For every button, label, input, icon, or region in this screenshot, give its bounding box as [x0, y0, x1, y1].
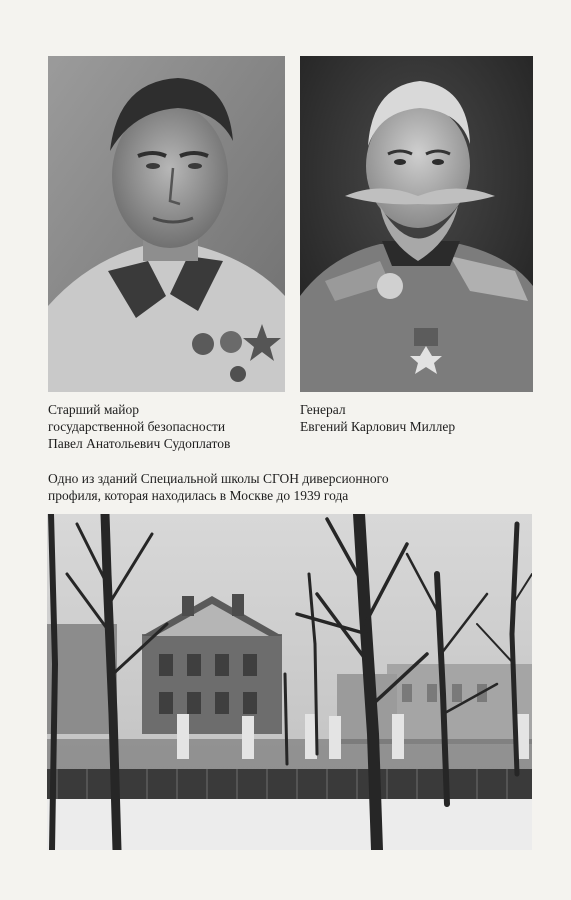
caption-line: Евгений Карлович Миллер	[300, 419, 456, 434]
portrait-photo-miller	[300, 56, 533, 392]
caption-miller	[300, 401, 455, 435]
portrait-photo-sudoplatov	[48, 56, 285, 392]
portrait-sudoplatov-image	[48, 56, 285, 392]
caption-line: профиля, которая находилась в Москве до 1939 года	[48, 488, 349, 503]
caption-line: Одно из зданий Специальной школы СГОН диверсионного	[48, 471, 389, 486]
caption-sudoplatov	[48, 401, 230, 452]
caption-line: государственной безопасности	[48, 419, 226, 434]
school-building-photo	[47, 514, 532, 850]
caption-line: Павел Анатольевич Судоплатов	[48, 436, 231, 451]
portrait-miller-image	[300, 56, 533, 392]
caption-school	[48, 470, 389, 504]
school-building-image	[47, 514, 532, 850]
caption-line: Генерал	[300, 402, 346, 417]
caption-line: Старший майор	[48, 402, 140, 417]
